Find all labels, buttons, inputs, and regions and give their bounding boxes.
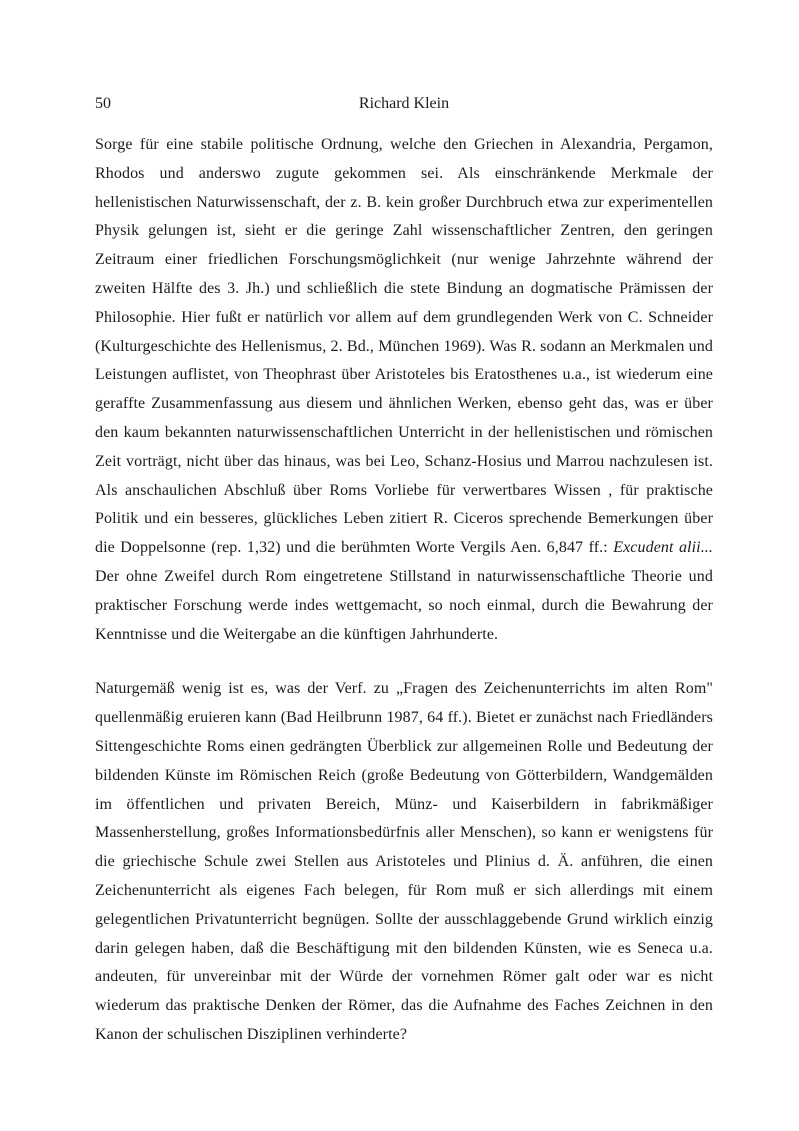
paragraph-1-latin-quote: Excudent alii... bbox=[613, 539, 713, 557]
paragraph-1-text-after-quote: Der ohne Zweifel durch Rom eingetretene Stillstand in naturwissenschaftliche Theorie und praktischer Forschung werde indes wettgemacht, so noch einmal, durch die Bewahrung der Kenntnisse und die Weitergabe an die künftigen Jahrhunderte. bbox=[95, 567, 713, 643]
paragraph-1 bbox=[95, 131, 713, 649]
body-text bbox=[95, 131, 713, 1050]
running-header bbox=[95, 94, 713, 114]
paragraph-2: Naturgemäß wenig ist es, was der Verf. zu „Fragen des Zeichenunterrichts im alten Rom" quellenmäßig eruieren kann (Bad Heilbrunn 1987, 64 ff.). Bietet er zunächst nach Friedländers Sittengeschichte Roms einen gedrängten Überblick zur allgemeinen Rolle und Bedeutung der bildenden Künste im Römischen Reich (große Bedeutung von Götterbildern, Wandgemälden im öffentlichen und privaten Bereich, Münz- und Kaiserbildern in fabrikmäßiger Massenherstellung, großes Informationsbedürfnis aller Menschen), so kann er wenigstens für die griechische Schule zwei Stellen aus Aristoteles und Plinius d. Ä. anführen, die einen Zeichenunterricht als eigenes Fach belegen, für Rom muß er sich allerdings mit einem gelegentlichen Privatunterricht begnügen. Sollte der ausschlaggebende Grund wirklich einzig darin gelegen haben, daß die Beschäftigung mit den bildenden Künsten, wie es Seneca u.a. andeuten, für unvereinbar mit der Würde der vornehmen Römer galt oder war es nicht wiederum das praktische Denken der Römer, das die Aufnahme des Faches Zeichnen in den Kanon der schulischen Disziplinen verhinderte? bbox=[95, 680, 713, 1043]
paragraph-1-text-before-quote: Sorge für eine stabile politische Ordnung, welche den Griechen in Alexandria, Pergamon, Rhodos und anderswo zugute gekommen sei. Als einschränkende Merkmale der hellenistischen Naturwissenschaft, der z. B. kein großer Durchbruch etwa zur experimentellen Physik gelungen ist, sieht er die geringe Zahl wissenschaftlicher Zentren, den geringen Zeitraum einer friedlichen Forschungsmöglichkeit (nur wenige Jahrzehnte während der zweiten Hälfte des 3. Jh.) und schließlich die stete Bindung an dogmatische Prämissen der Philosophie. Hier fußt er natürlich vor allem auf dem grundlegenden Werk von C. Schneider (Kulturgeschichte des Hellenismus, 2. Bd., München 1969). Was R. sodann an Merkmalen und Leistungen auflistet, von Theophrast über Aristoteles bis Eratosthenes u.a., ist wiederum eine geraffte Zusammenfassung aus diesem und ähnlichen Werken, ebenso geht das, was er über den kaum bekannten naturwissenschaftlichen Unterricht in der hellenistischen und römischen Zeit vorträgt, nicht über das hinaus, was bei Leo, Schanz-Hosius und Marrou nachzulesen ist. Als anschaulichen Abschluß über Roms Vorliebe für verwertbares Wissen , für praktische Politik und ein besseres, glückliches Leben zitiert R. Ciceros sprechende Bemerkungen über die Doppelsonne (rep. 1,32) und die berühmten Worte Vergils Aen. 6,847 ff.: bbox=[95, 136, 713, 557]
running-head-author: Richard Klein bbox=[358, 95, 450, 112]
page-number: 50 bbox=[95, 95, 111, 112]
